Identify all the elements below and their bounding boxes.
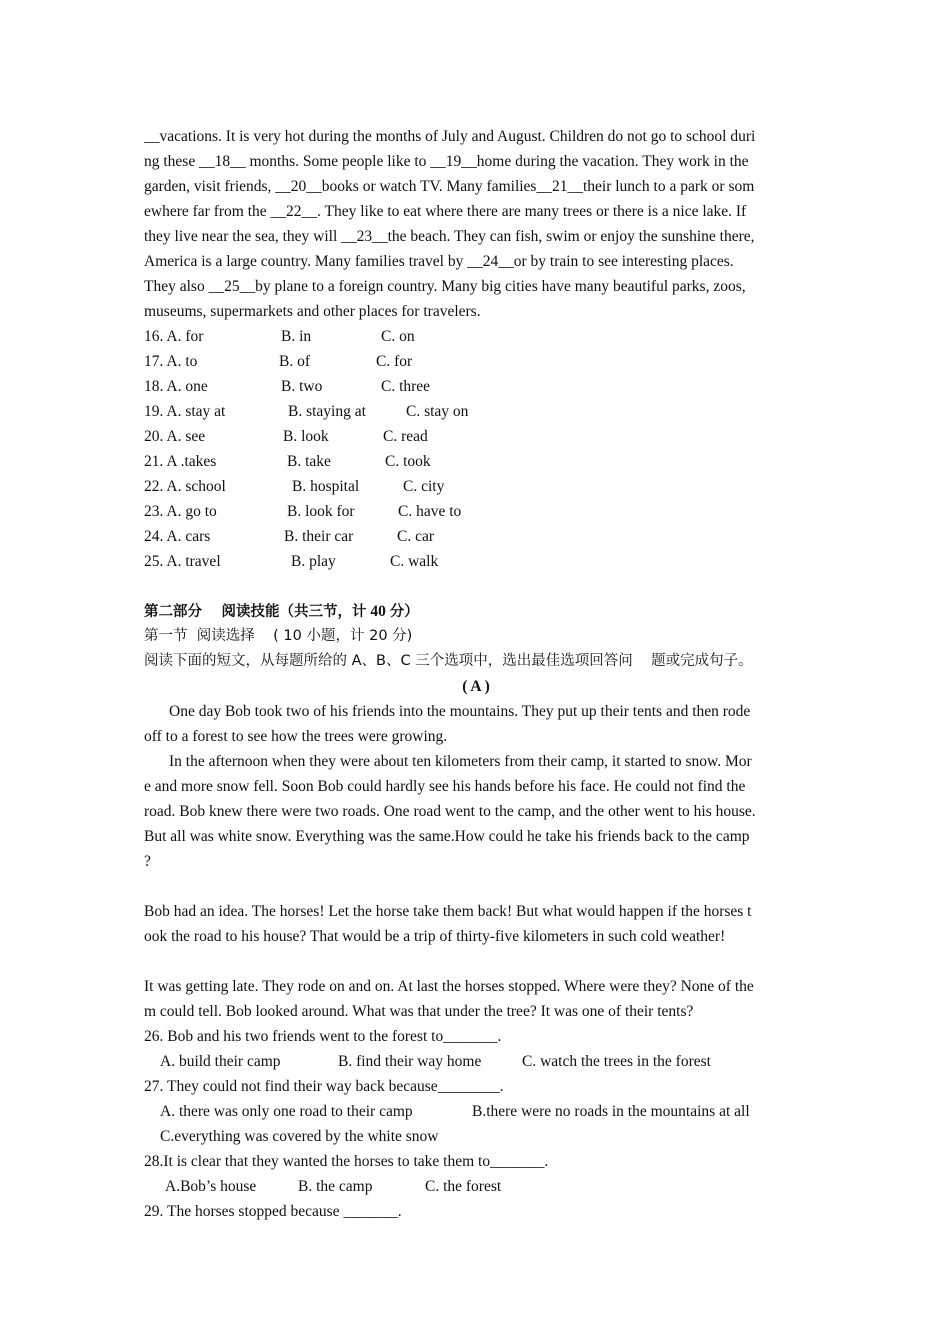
option-c: C. on [381,328,415,345]
option-a: 21. A .takes [144,453,217,470]
passage-line: In the afternoon when they were about ten kilometers from their camp, it started to snow. Mor [169,753,752,770]
option-c: C. walk [390,553,439,570]
option-b: B. two [281,378,323,395]
option-b: B. look [283,428,329,445]
cloze-option-row [144,399,808,424]
cloze-line: They also __25__by plane to a foreign country. Many big cities have many beautiful parks, zoos, [144,278,746,295]
cloze-option-row [144,449,808,474]
option-a: A.Bob’s house [165,1178,257,1195]
spacer [144,574,808,599]
question-stem: 26. Bob and his two friends went to the forest to_______. [144,1028,502,1045]
cloze-option-row [144,524,808,549]
option-b: B. play [291,553,336,570]
spacer [144,874,808,899]
cloze-option-row [144,424,808,449]
cloze-line: garden, visit friends, __20__books or watch TV. Many families__21__their lunch to a park or som [144,178,755,195]
option-a: 19. A. stay at [144,403,226,420]
option-c: C. have to [398,503,462,520]
question-stem: 29. The horses stopped because _______. [144,1203,402,1220]
passage-line: m could tell. Bob looked around. What was that under the tree? It was one of their tents? [144,1003,694,1020]
cloze-options [144,324,808,574]
option-b: B. staying at [288,403,366,420]
exam-page [144,124,808,1224]
option-a: 18. A. one [144,378,208,395]
passage-line: It was getting late. They rode on and on. At last the horses stopped. Where were they? None of the [144,978,754,995]
option-a: 20. A. see [144,428,206,445]
option-b: B. of [279,353,310,370]
option-c: C. the forest [425,1178,502,1195]
spacer [144,949,808,974]
option-a: 25. A. travel [144,553,221,570]
cloze-option-row [144,499,808,524]
questions [144,1024,808,1224]
passage-line: ook the road to his house? That would be a trip of thirty-five kilometers in such cold weather! [144,928,726,945]
option-c: C. car [397,528,435,545]
option-a: 23. A. go to [144,503,217,520]
option-a: 16. A. for [144,328,204,345]
passage-line: e and more snow fell. Soon Bob could hardly see his hands before his face. He could not find the [144,778,746,795]
cloze-option-row [144,374,808,399]
question-options [144,1174,808,1199]
question-options [144,1049,808,1074]
option-b: B. look for [287,503,355,520]
cloze-passage [144,124,808,324]
option-a: 24. A. cars [144,528,211,545]
option-c: C. three [381,378,431,395]
option-b: B.there were no roads in the mountains at all [472,1103,750,1120]
option-c: C.everything was covered by the white snow [160,1128,439,1145]
option-c: C. city [403,478,445,495]
cloze-line: __vacations. It is very hot during the months of July and August. Children do not go to school duri [144,128,756,145]
part-heading: 第二部分 阅读技能（共三节，计 40 分） [144,603,419,620]
option-a: A. there was only one road to their camp [160,1103,413,1120]
option-a: A. build their camp [160,1053,281,1070]
option-c: C. read [383,428,428,445]
section-heading: 第一节 阅读选择 ( 10 小题，计 20 分) [144,628,413,644]
option-b: B. in [281,328,312,345]
cloze-line: America is a large country. Many families travel by __24__or by train to see interesting places. [144,253,734,270]
passage-line: But all was white snow. Everything was the same.How could he take his friends back to the camp [144,828,750,845]
passage-line: ? [144,853,151,870]
cloze-option-row [144,324,808,349]
cloze-option-row [144,349,808,374]
cloze-line: ng these __18__ months. Some people like to __19__home during the vacation. They work in the [144,153,749,170]
option-b: B. the camp [298,1178,373,1195]
option-a: 17. A. to [144,353,198,370]
passage-a [144,699,808,1024]
question-stem: 28.It is clear that they wanted the horses to take them to_______. [144,1153,549,1170]
passage-line: road. Bob knew there were two roads. One road went to the camp, and the other went to his house. [144,803,756,820]
passage-label: ( A ) [462,678,490,695]
option-a: 22. A. school [144,478,226,495]
question-stem: 27. They could not find their way back because________. [144,1078,504,1095]
instructions: 阅读下面的短文，从每题所给的 A、B、C 三个选项中，选出最佳选项回答问 题或完成句子。 [144,653,753,669]
cloze-line: ewhere far from the __22__. They like to eat where there are many trees or there is a nice lake. If [144,203,747,220]
question-options [144,1099,808,1124]
passage-line: Bob had an idea. The horses! Let the horse take them back! But what would happen if the horses t [144,903,752,920]
cloze-option-row [144,474,808,499]
option-b: B. their car [284,528,354,545]
option-b: B. take [287,453,331,470]
cloze-line: museums, supermarkets and other places for travelers. [144,303,481,320]
option-c: C. for [376,353,413,370]
option-c: C. watch the trees in the forest [522,1053,711,1070]
option-b: B. hospital [292,478,360,495]
cloze-line: they live near the sea, they will __23__the beach. They can fish, swim or enjoy the sunshine there, [144,228,755,245]
passage-line: off to a forest to see how the trees were growing. [144,728,448,745]
cloze-option-row [144,549,808,574]
passage-line: One day Bob took two of his friends into the mountains. They put up their tents and then rode [169,703,751,720]
option-c: C. stay on [406,403,469,420]
option-c: C. took [385,453,431,470]
option-b: B. find their way home [338,1053,482,1070]
